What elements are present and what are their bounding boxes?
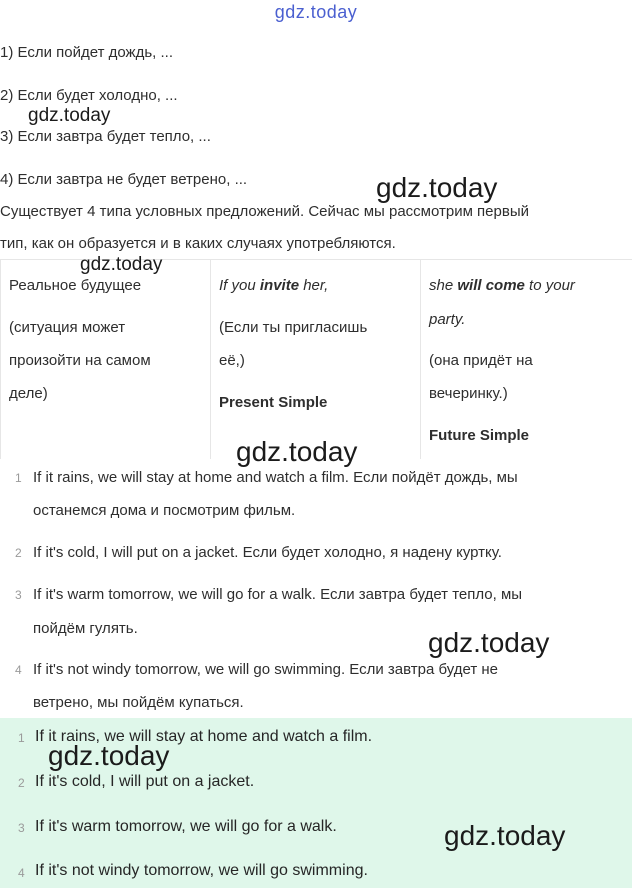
example-number-1: 1 [15, 471, 22, 485]
if-clause-example [219, 277, 328, 294]
type-label: Реальное будущее [9, 277, 142, 294]
main-clause-rest: to your [524, 277, 575, 294]
answer-number-3: 3 [18, 821, 25, 835]
example-2-line-1: If it's cold, I will put on a jacket. Если будет холодно, я надену куртку. [33, 544, 502, 561]
example-4-line-2: ветрено, мы пойдём купаться. [33, 694, 244, 711]
if-clause-translation-2: её,) [219, 352, 245, 369]
example-1-line-1: If it rains, we will stay at home and watch a film. Если пойдёт дождь, мы [33, 469, 518, 486]
watermark-2: gdz.today [376, 172, 498, 203]
main-clause-translation-2: вечеринку.) [429, 385, 508, 402]
main-clause-example [429, 277, 575, 294]
example-1-line-2: останемся дома и посмотрим фильм. [33, 502, 296, 519]
intro-line-1: Существует 4 типа условных предложений. Сейчас мы рассмотрим первый [0, 203, 529, 220]
header-watermark: gdz.today [274, 2, 358, 22]
watermark-6: gdz.today [48, 740, 170, 771]
main-clause-subject: she [429, 277, 458, 294]
watermark-5: gdz.today [428, 627, 550, 658]
table-column-type [0, 259, 211, 459]
example-4-line-1: If it's not windy tomorrow, we will go swimming. Если завтра будет не [33, 661, 499, 678]
question-4: 4) Если завтра не будет ветрено, ... [0, 171, 248, 188]
answer-1: If it rains, we will stay at home and watch a film. [35, 728, 373, 745]
table-column-main-clause [420, 259, 632, 459]
answer-number-2: 2 [18, 776, 25, 790]
watermark-3: gdz.today [80, 254, 163, 275]
question-1: 1) Если пойдет дождь, ... [0, 44, 173, 61]
if-clause-pre: If you [219, 277, 260, 294]
answer-4: If it's not windy tomorrow, we will go swimming. [35, 862, 368, 879]
main-clause-rest-2: party. [429, 311, 466, 328]
watermark-7: gdz.today [444, 820, 566, 851]
answer-2: If it's cold, I will put on a jacket. [35, 773, 255, 790]
if-clause-verb: invite [259, 277, 300, 294]
watermark-4: gdz.today [236, 436, 358, 467]
if-clause-tense: Present Simple [219, 394, 328, 411]
main-clause-verb: will come [457, 277, 525, 294]
type-note-3: деле) [9, 385, 48, 402]
type-note-1: (ситуация может [9, 319, 126, 336]
example-3-line-2: пойдём гулять. [33, 620, 138, 637]
question-3: 3) Если завтра будет тепло, ... [0, 128, 211, 145]
main-clause-translation-1: (она придёт на [429, 352, 533, 369]
table-column-if-clause [210, 259, 421, 459]
answer-number-1: 1 [18, 731, 25, 745]
type-note-2: произойти на самом [9, 352, 151, 369]
if-clause-post: her, [299, 277, 329, 294]
answer-number-4: 4 [18, 866, 25, 880]
question-2: 2) Если будет холодно, ... [0, 87, 178, 104]
answer-3: If it's warm tomorrow, we will go for a walk. [35, 818, 337, 835]
example-3-line-1: If it's warm tomorrow, we will go for a walk. Если завтра будет тепло, мы [33, 586, 523, 603]
if-clause-translation-1: (Если ты пригласишь [219, 319, 368, 336]
watermark-1: gdz.today [28, 105, 111, 126]
example-number-2: 2 [15, 546, 22, 560]
example-number-4: 4 [15, 663, 22, 677]
intro-line-2: тип, как он образуется и в каких случаях употребляются. [0, 235, 396, 252]
conditional-table [0, 259, 632, 459]
main-clause-tense: Future Simple [429, 427, 530, 444]
example-number-3: 3 [15, 588, 22, 602]
